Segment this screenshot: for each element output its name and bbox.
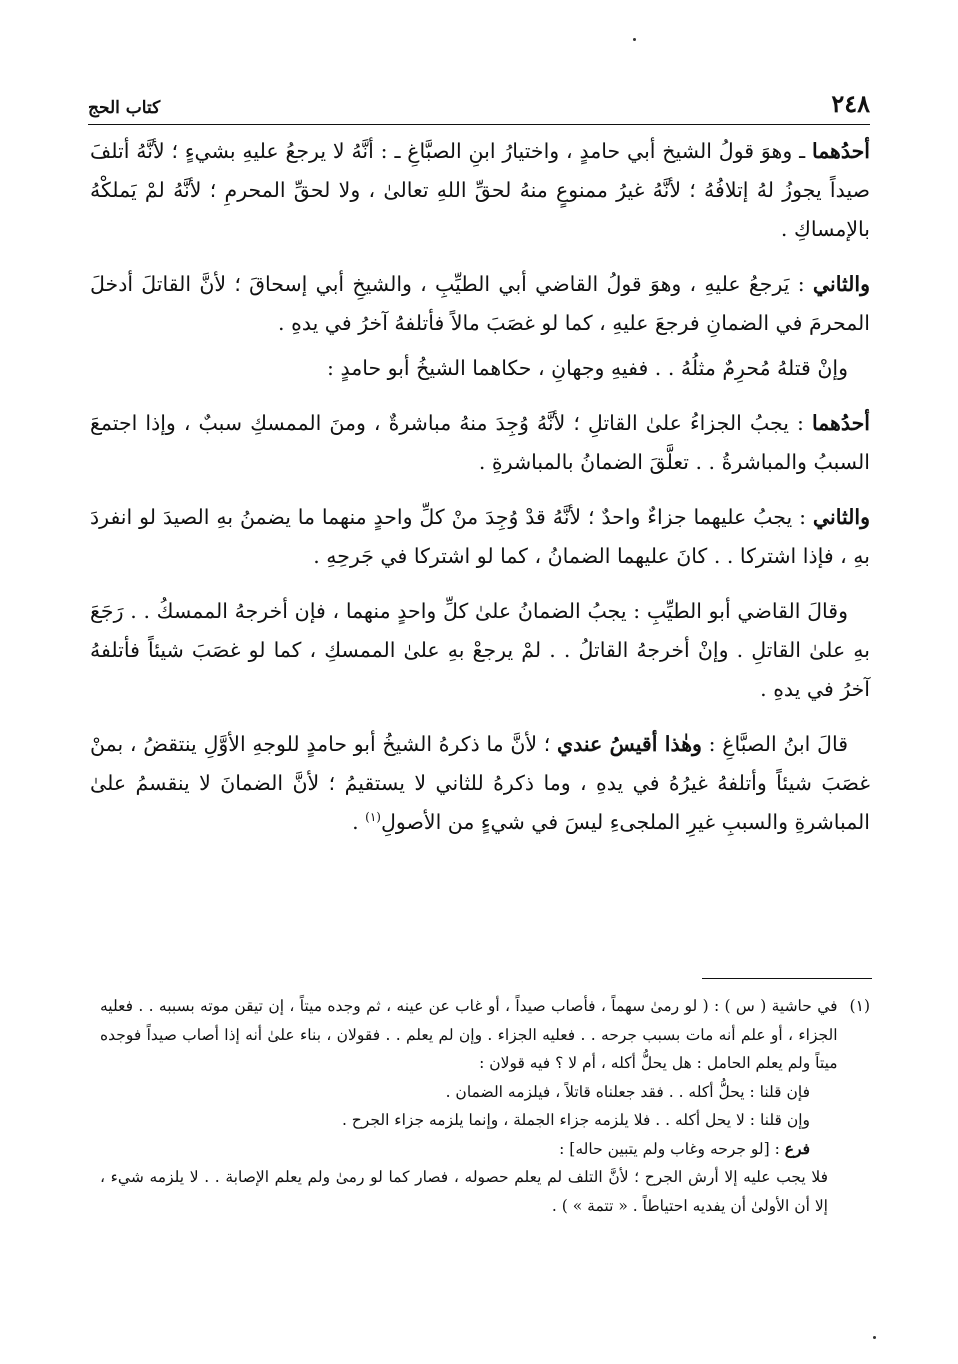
footnote <box>100 992 870 1220</box>
paragraph-lead: والثاني <box>812 272 870 296</box>
paragraph-text: وإنْ قتلهُ مُحرِمٌ مثلُهُ . . ففيهِ وجهانِ ، حكاهما الشيخُ أبو حامدٍ : <box>327 356 848 380</box>
footnote-text: : [لو جرحه وغاب ولم يتبين حاله] : <box>559 1139 780 1158</box>
paragraph-1 <box>90 132 870 249</box>
paragraph-3 <box>90 349 870 388</box>
paragraph-text: وقالَ القاضي أبو الطيِّبِ : يجبُ الضمانُ علىٰ كلِّ واحدٍ منهما ، فإن أخرجهُ الممسكُ . . رَجَعَ بهِ علىٰ القاتلِ . وإنْ أخرجهُ القاتلُ . . لمْ يرجعْ بهِ علىٰ الممسكِ ، كما لو غصَبَ شيئاً فأتلفهُ آخرُ في يدهِ . <box>90 599 870 701</box>
footnote-line: وإن قلنا : لا يحل أكله . . فلا يلزمه جزاء الجملة ، وإنما يلزمه جزاء الجرح . <box>341 1111 810 1129</box>
footnote-line: فإن قلنا : يحلُّ أكله . . فقد جعلناه قاتلاً ، فيلزمه الضمان . <box>445 1082 810 1101</box>
paragraph-text: قالَ ابنُ الصبَّاغِ : <box>708 732 848 756</box>
paragraph-text: : يجبُ عليهما جزاءٌ واحدٌ ؛ لأنَّهُ قدْ وُجِدَ منْ كلِّ واحدٍ منهما ما يضمنُ بهِ الصيدَ لو انفردَ بهِ ، فإذا اشتركا . . كانَ عليهما الضمانُ ، كما لو اشتركا في جَرحِهِ . <box>90 505 870 568</box>
footnote-line: فلا يجب عليه إلا أرش الجرح ؛ لأنَّ التلف لم يعلم حصوله ، فصار كما لو رمىٰ ولم يعلم الإصابة . . لا يلزمه شيء ، إلا أن الأولىٰ أن يفديه احتياطاً . « تتمة » ) . <box>100 1168 828 1215</box>
paragraph-4 <box>90 404 870 482</box>
footnote-number: (١) <box>849 997 870 1015</box>
paragraph-end: . <box>352 810 359 834</box>
footnote-line <box>100 1135 870 1164</box>
paragraph-6 <box>90 592 870 709</box>
main-text <box>90 132 870 858</box>
paragraph-lead: أحدُهما <box>811 139 870 163</box>
scan-speck <box>873 1336 876 1339</box>
paragraph-7 <box>90 725 870 842</box>
footnote-text: في حاشية ( س ) : ( لو رمىٰ سهماً ، فأصاب صيداً ، أو غاب عن عينه ، ثم وجده ميتاً ، إن تيقن موته بسببه . . فعليه الجزاء ، أو علم أنه مات بسبب جرحه . . فعليه الجزاء . وإن لم يعلم . . فقولان ، بناء علىٰ أنه إذا أصاب صيداً فوجده ميتاً ولم يعلم الحامل : هل يحلُّ أكله ، أم لا ؟ فيه قولان : <box>100 997 838 1072</box>
footnote-lead: فرع <box>784 1138 810 1158</box>
paragraph-text: ـ وهوَ قولُ الشيخ أبي حامدٍ ، واختيارُ ابنِ الصبَّاغِ ـ : أنَّهُ لا يرجعُ عليهِ بشيءٍ ؛ لأنَّهُ أتلفَ صيداً يجوزُ لهُ إتلافُهُ ؛ لأنَّهُ غيرُ ممنوعٍ منهُ لحقِّ اللهِ تعالىٰ ، ولا لحقِّ المحرمِ ؛ لأنَّهُ لمْ يَملكْهُ بالإمساكِ . <box>90 139 870 241</box>
paragraph-2 <box>90 265 870 343</box>
paragraph-5 <box>90 498 870 576</box>
book-title: كتاب الحج <box>88 98 161 118</box>
page-number: ٢٤٨ <box>831 89 870 118</box>
footnote-marker: (١) <box>365 810 381 825</box>
scan-speck <box>633 38 636 41</box>
paragraph-text: : يجبُ الجزاءُ علىٰ القاتلِ ؛ لأنَّهُ وُجِدَ منهُ مباشرةٌ ، ومنَ الممسكِ سببٌ ، وإذا اجتمعَ السببُ والمباشرةُ . . تعلَّقَ الضمانُ بالمباشرةِ . <box>90 411 870 474</box>
paragraph-lead: والثاني <box>812 505 870 529</box>
paragraph-text: : يَرجعُ عليهِ ، وهوَ قولُ القاضي أبي الطيِّبِ ، والشيخِ أبي إسحاقَ ؛ لأنَّ القاتلَ أدخلَ المحرمَ في الضمانِ فرجعَ عليهِ ، كما لو غصَبَ مالاً فأتلفهُ آخرُ في يدهِ . <box>90 272 870 335</box>
paragraph-emphasis: وهٰذا أقيسُ عندي <box>557 732 702 756</box>
footnote-divider <box>702 978 872 979</box>
paragraph-text: ؛ لأنَّ ما ذكرهُ الشيخُ أبو حامدٍ للوجهِ الأوَّلِ ينتقضُ ، بمنْ غصَبَ شيئاً وأتلفهُ غيرُهُ في يدهِ ، وما ذكرهُ للثاني لا يستقيمُ ؛ لأنَّ الضمانَ لا ينقسمُ علىٰ المباشرةِ والسببِ غيرِ الملجىءِ ليسَ في شيءٍ من الأصولِ <box>90 732 870 834</box>
footnote-main <box>100 992 870 1078</box>
paragraph-lead: أحدُهما <box>811 411 870 435</box>
page-header <box>88 82 870 125</box>
